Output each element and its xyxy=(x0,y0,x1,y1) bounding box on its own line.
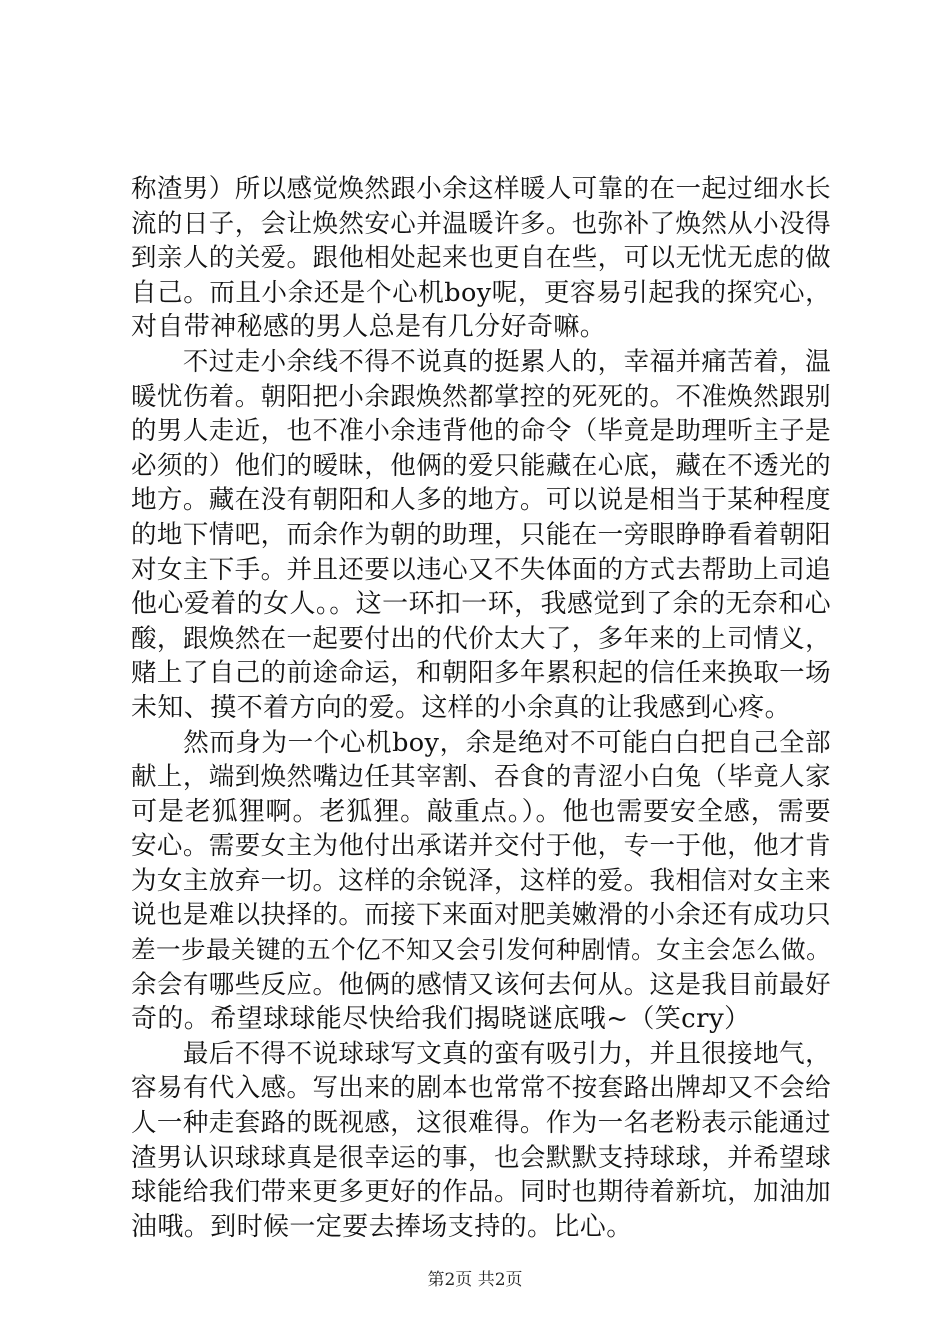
text-line: 献上，端到焕然嘴边任其宰割、吞食的青涩小白兔（毕竟人家 xyxy=(131,762,831,793)
text-line: 然而身为一个心机boy，余是绝对不可能白白把自己全部 xyxy=(131,727,831,758)
text-line: 的地下情吧，而余作为朝的助理，只能在一旁眼睁睁看着朝阳 xyxy=(131,519,831,550)
text-line: 地方。藏在没有朝阳和人多的地方。可以说是相当于某种程度 xyxy=(131,485,831,516)
text-line: 他心爱着的女人。。这一环扣一环，我感觉到了余的无奈和心 xyxy=(131,589,831,620)
text-line: 最后不得不说球球写文真的蛮有吸引力，并且很接地气， xyxy=(131,1038,831,1069)
text-line: 渣男认识球球真是很幸运的事，也会默默支持球球，并希望球 xyxy=(131,1142,831,1173)
text-line: 容易有代入感。写出来的剧本也常常不按套路出牌却又不会给 xyxy=(131,1073,831,1104)
text-line: 可是老狐狸啊。老狐狸。敲重点。）。他也需要安全感，需要 xyxy=(131,796,831,827)
article-body xyxy=(131,172,831,1244)
text-line: 说也是难以抉择的。而接下来面对肥美嫩滑的小余还有成功只 xyxy=(131,900,831,931)
text-line: 油哦。到时候一定要去捧场支持的。比心。 xyxy=(131,1211,633,1242)
text-line: 赌上了自己的前途命运，和朝阳多年累积起的信任来换取一场 xyxy=(131,658,831,689)
text-line: 暖忧伤着。朝阳把小余跟焕然都掌控的死死的。不准焕然跟别 xyxy=(131,381,831,412)
text-line: 到亲人的关爱。跟他相处起来也更自在些，可以无忧无虑的做 xyxy=(131,243,831,274)
text-line: 对自带神秘感的男人总是有几分好奇嘛。 xyxy=(131,312,607,343)
text-line: 的男人走近，也不准小余违背他的命令（毕竟是助理听主子是 xyxy=(131,416,831,447)
text-line: 对女主下手。并且还要以违心又不失体面的方式去帮助上司追 xyxy=(131,554,831,585)
page-footer: 第2页 共2页 xyxy=(427,1270,523,1290)
text-line: 自己。而且小余还是个心机boy呢，更容易引起我的探究心， xyxy=(131,277,831,308)
text-line: 未知、摸不着方向的爱。这样的小余真的让我感到心疼。 xyxy=(131,692,792,723)
text-line: 为女主放弃一切。这样的余锐泽，这样的爱。我相信对女主来 xyxy=(131,865,831,896)
text-line: 流的日子，会让焕然安心并温暖许多。也弥补了焕然从小没得 xyxy=(131,208,831,239)
text-line: 奇的。希望球球能尽快给我们揭晓谜底哦~（笑cry） xyxy=(131,1004,751,1035)
text-line: 差一步最关键的五个亿不知又会引发何种剧情。女主会怎么做。 xyxy=(131,935,831,965)
text-line: 余会有哪些反应。他俩的感情又该何去何从。这是我目前最好 xyxy=(131,969,831,1000)
text-line: 球能给我们带来更多更好的作品。同时也期待着新坑，加油加 xyxy=(131,1177,831,1208)
text-line: 不过走小余线不得不说真的挺累人的，幸福并痛苦着，温 xyxy=(131,346,831,377)
text-line: 称渣男）所以感觉焕然跟小余这样暖人可靠的在一起过细水长 xyxy=(131,174,831,204)
text-line: 必须的）他们的暧昧，他俩的爱只能藏在心底，藏在不透光的 xyxy=(131,450,831,481)
text-line: 酸，跟焕然在一起要付出的代价太大了，多年来的上司情义， xyxy=(131,623,831,654)
text-line: 人一种走套路的既视感，这很难得。作为一名老粉表示能通过 xyxy=(131,1108,831,1139)
text-line: 安心。需要女主为他付出承诺并交付于他，专一于他，他才肯 xyxy=(131,831,831,862)
